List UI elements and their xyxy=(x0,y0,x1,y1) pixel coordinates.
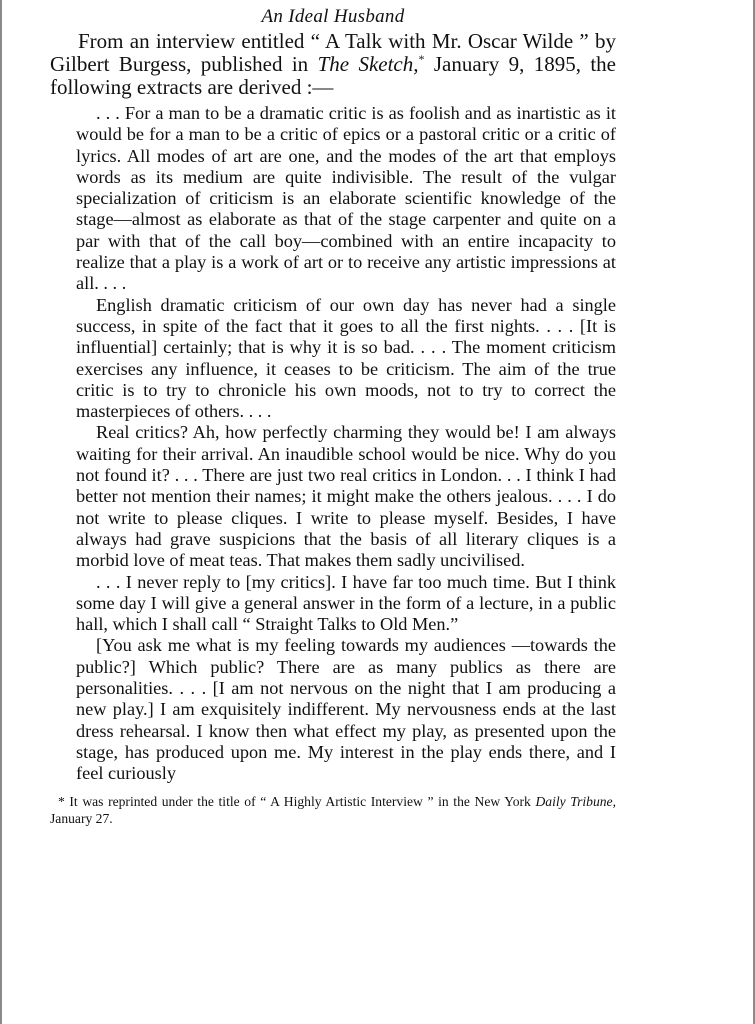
running-title: An Ideal Husband xyxy=(261,6,405,27)
intro-paragraph xyxy=(50,30,616,99)
book-page xyxy=(50,6,616,827)
extract-paragraph-5: [You ask me what is my feeling towards my audiences —towards the public?] Which public? There are as many publics as there are personalities. . . . [I am not nervous on the night that I am producing a new play.] I am exquisitely indifferent. My nervousness ends at the last dress rehearsal. I know then what effect my play, as presented upon the stage, has produced upon me. My interest in the play ends there, and I feel curiously xyxy=(76,635,616,784)
extract-paragraph-4: . . . I never reply to [my critics]. I have far too much time. But I think some day I will give a general answer in the form of a lecture, in a public hall, which I shall call “ Straight Talks to Old Men.” xyxy=(76,571,616,635)
footnote-reference-mark: * xyxy=(418,52,425,66)
quoted-extracts xyxy=(50,103,616,785)
footnote-text-a: It was reprinted under the title of “ A Highly Artistic Interview ” in the New York xyxy=(64,793,536,809)
intro-publication: The Sketch, xyxy=(317,52,419,76)
intro-text-b: January 9, 1895, the following extracts are derived :— xyxy=(50,52,617,99)
extract-paragraph-2: English dramatic criticism of our own day has never had a single success, in spite of the fact that it goes to all the first nights. . . . [It is influential] certainly; that is why it is so bad. . . . The moment criticism exercises any influence, it ceases to be criticism. The aim of the true critic is to try to chronicle his own moods, not to try to correct the masterpieces of others. . . . xyxy=(76,294,616,422)
footnote xyxy=(50,793,616,827)
intro-text-a: From an interview entitled “ A Talk with Mr. Oscar Wilde ” by Gilbert Burgess, published in xyxy=(50,29,616,76)
extract-paragraph-1: . . . For a man to be a dramatic critic is as foolish and as inartistic as it would be for a man to be a critic of epics or a pastoral critic or a critic of lyrics. All modes of art are one, and the modes of the art that employs words as its medium are quite indivisible. The result of the vulgar specialization of criticism is an elaborate scientific knowledge of the stage—almost as elaborate as that of the stage carpenter and quite on a par with that of the call boy—combined with an entire incapacity to realize that a play is a work of art or to receive any artistic impressions at all. . . . xyxy=(76,103,616,294)
footnote-text-b: January 27. xyxy=(50,810,113,826)
extract-paragraph-3: Real critics? Ah, how perfectly charming they would be! I am always waiting for their arrival. An inaudible school would be nice. Why do you not found it? . . . There are just two real critics in London. . . I think I had better not mention their names; it might make the others jealous. . . . I do not write to please cliques. I write to please myself. Besides, I have always had grave suspicions that the basis of all literary cliques is a morbid love of meat teas. That makes them sadly uncivilised. xyxy=(76,422,616,571)
footnote-newspaper: Daily Tribune, xyxy=(535,793,616,809)
page-left-edge xyxy=(0,0,2,1024)
footnote-mark: * xyxy=(58,793,65,809)
